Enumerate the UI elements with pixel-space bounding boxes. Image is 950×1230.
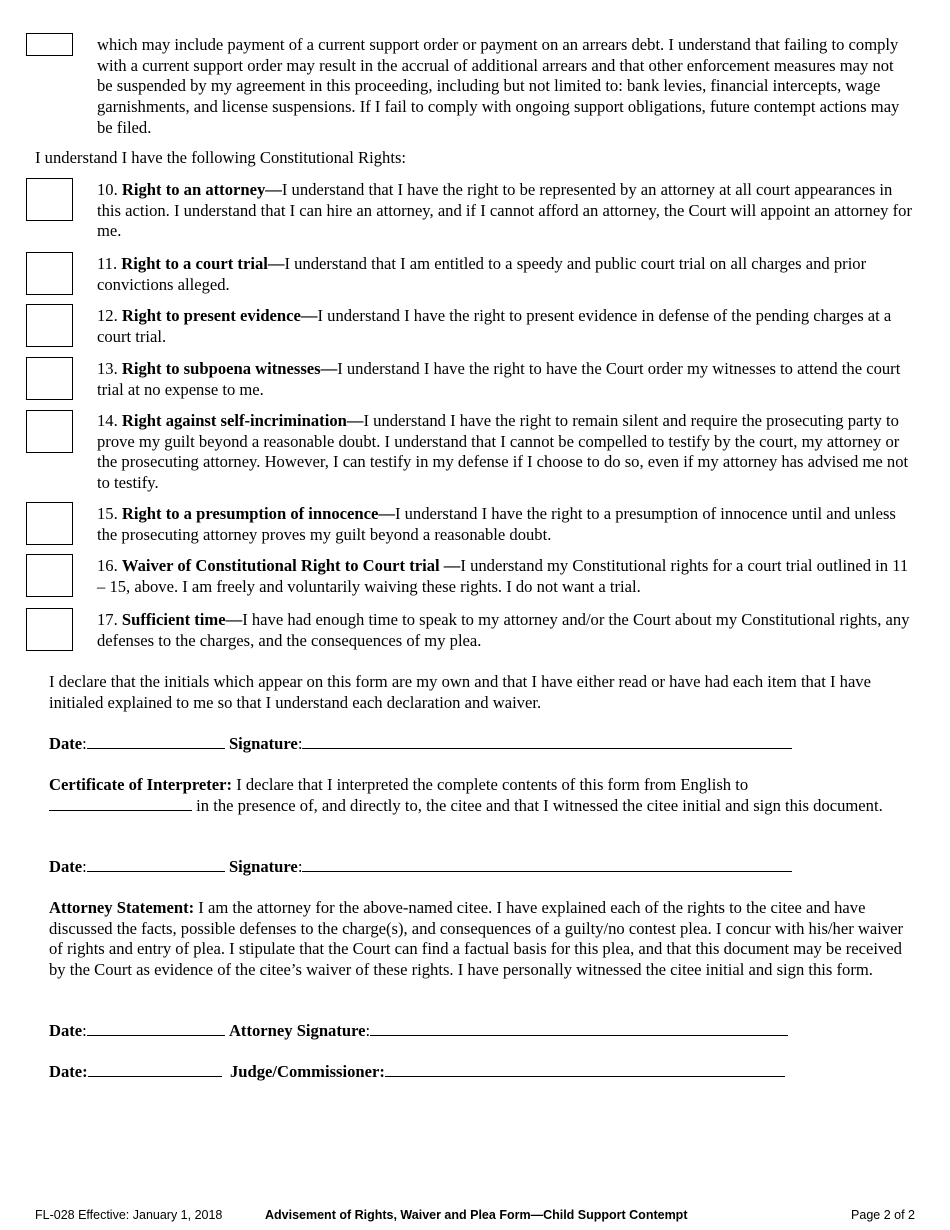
interpreter-title: Certificate of Interpreter: xyxy=(49,775,233,794)
date-label: Date xyxy=(49,857,83,876)
citee-signature-row: Date: Signature: xyxy=(49,734,915,755)
interpreter-signature-field[interactable] xyxy=(302,857,792,872)
initial-box-15[interactable] xyxy=(26,502,73,545)
interpreter-signature-row: Date: Signature: xyxy=(49,857,915,878)
initial-box-11[interactable] xyxy=(26,252,73,295)
footer-form-number: FL-028 Effective: January 1, 2018 xyxy=(35,1208,223,1222)
initial-box-17[interactable] xyxy=(26,608,73,651)
right-title: Right against self-incrimination— xyxy=(121,411,364,430)
right-number: 14. xyxy=(97,411,118,430)
right-text: I understand my Constitutional rights for a court trial outlined in 11 – 15, above. I am freely and voluntarily waiving these rights. I do not want a trial. xyxy=(97,556,909,596)
citee-date-field[interactable] xyxy=(87,734,225,749)
judge-label: Judge/Commissioner: xyxy=(230,1062,385,1081)
attorney-signature-row: Date: Attorney Signature: xyxy=(49,1021,915,1042)
footer-form-title: Advisement of Rights, Waiver and Plea Form—Child Support Contempt xyxy=(265,1208,688,1222)
attorney-signature-label: Attorney Signature xyxy=(228,1021,366,1040)
attorney-title: Attorney Statement: xyxy=(49,898,195,917)
initial-box-intro[interactable] xyxy=(26,33,73,56)
right-text: I understand I have the right to remain silent and require the prosecuting party to prove my guilt beyond a reasonable doubt. I understand that I cannot be compelled to testify by the court, my attorney or the prosecuting attorney. However, I can testify in my defense if I choose to do so, even if my attorney has advised me not to testify. xyxy=(97,411,909,493)
right-text: I understand I have the right to present evidence in defense of the pending charges at a court trial. xyxy=(97,306,892,346)
initial-box-12[interactable] xyxy=(26,304,73,347)
signature-label: Signature xyxy=(228,734,298,753)
date-label: Date xyxy=(49,734,83,753)
right-number: 12. xyxy=(97,306,118,325)
right-text: I understand I have the right to a presumption of innocence until and unless the prosecuting attorney proves my guilt beyond a reasonable doubt. xyxy=(97,504,896,544)
right-title: Right to a presumption of innocence— xyxy=(121,504,395,523)
right-number: 17. xyxy=(97,610,118,629)
judge-signature-row xyxy=(49,1062,915,1083)
initial-box-13[interactable] xyxy=(26,357,73,400)
signature-label: Signature xyxy=(228,857,298,876)
attorney-date-field[interactable] xyxy=(87,1021,225,1036)
right-number: 11. xyxy=(97,254,118,273)
right-item-17 xyxy=(97,610,913,651)
right-title: Sufficient time— xyxy=(121,610,243,629)
right-text: I understand that I have the right to be represented by an attorney at all court appearances in this action. I understand that I can hire an attorney, and if I cannot afford an attorney, the Court will appoint an attorney for me. xyxy=(97,180,912,241)
right-item-10 xyxy=(97,180,913,242)
declaration-text: I declare that the initials which appear on this form are my own and that I have either read or have had each item that I have initialed explained to me so that I understand each declaration and waiver. xyxy=(49,672,871,712)
right-title: Right to an attorney— xyxy=(121,180,282,199)
judge-signature-field[interactable] xyxy=(385,1062,785,1077)
initial-box-16[interactable] xyxy=(26,554,73,597)
right-item-15 xyxy=(97,504,913,545)
right-item-11 xyxy=(97,254,913,295)
footer-page-number: Page 2 of 2 xyxy=(851,1208,915,1222)
right-number: 10. xyxy=(97,180,118,199)
citee-signature-field[interactable] xyxy=(302,734,792,749)
attorney-signature-field[interactable] xyxy=(370,1021,788,1036)
intro-item-text: which may include payment of a current support order or payment on an arrears debt. I understand that failing to comply with a current support order may result in the accrual of additional arrears and that other enforcement measures may not be suspended by my agreement in this proceeding, including but not limited to: bank levies, financial intercepts, wage garnishments, and license suspensions. If I fail to comply with ongoing support obligations, future contempt actions may be filed. xyxy=(97,35,900,137)
right-number: 16. xyxy=(97,556,118,575)
date-label: Date: xyxy=(49,1062,88,1081)
right-title: Right to a court trial— xyxy=(121,254,285,273)
rights-heading: I understand I have the following Constitutional Rights: xyxy=(35,148,407,167)
right-item-13 xyxy=(97,359,913,400)
right-item-16 xyxy=(97,556,913,597)
right-title: Right to present evidence— xyxy=(121,306,318,325)
attorney-statement: Attorney Statement: I am the attorney for the above-named citee. I have explained each of the rights to the citee and have discussed the facts, possible defenses to the charge(s), and consequences of a guilty/no contest plea. I concur with his/her waiver of rights and entry of plea. I stipulate that the Court can find a factual basis for this plea, and that this document may be received by the Court as evidence of the citee’s waiver of these rights. I have personally witnessed the citee initial and sign this form. xyxy=(49,898,904,980)
right-text: I understand that I am entitled to a speedy and public court trial on all charges and prior convictions alleged. xyxy=(97,254,867,294)
initial-box-10[interactable] xyxy=(26,178,73,221)
initial-box-14[interactable] xyxy=(26,410,73,453)
right-number: 13. xyxy=(97,359,118,378)
interpreter-certificate: Certificate of Interpreter: I declare that I interpreted the complete contents of this form from English to in the presence of, and directly to, the citee and that I witnessed the citee initial and sign this document. xyxy=(49,775,883,815)
date-label: Date xyxy=(49,1021,83,1040)
interpreter-date-field[interactable] xyxy=(87,857,225,872)
right-item-12 xyxy=(97,306,913,347)
interpreter-language-field[interactable] xyxy=(49,796,192,811)
right-text: I understand I have the right to have the Court order my witnesses to attend the court trial at no expense to me. xyxy=(97,359,901,399)
judge-date-field[interactable] xyxy=(88,1062,222,1077)
right-title: Waiver of Constitutional Right to Court trial — xyxy=(121,556,461,575)
right-number: 15. xyxy=(97,504,118,523)
right-text: I have had enough time to speak to my attorney and/or the Court about my Constitutional rights, any defenses to the charges, and the consequences of my plea. xyxy=(97,610,910,650)
right-item-14 xyxy=(97,411,913,494)
right-title: Right to subpoena witnesses— xyxy=(121,359,338,378)
